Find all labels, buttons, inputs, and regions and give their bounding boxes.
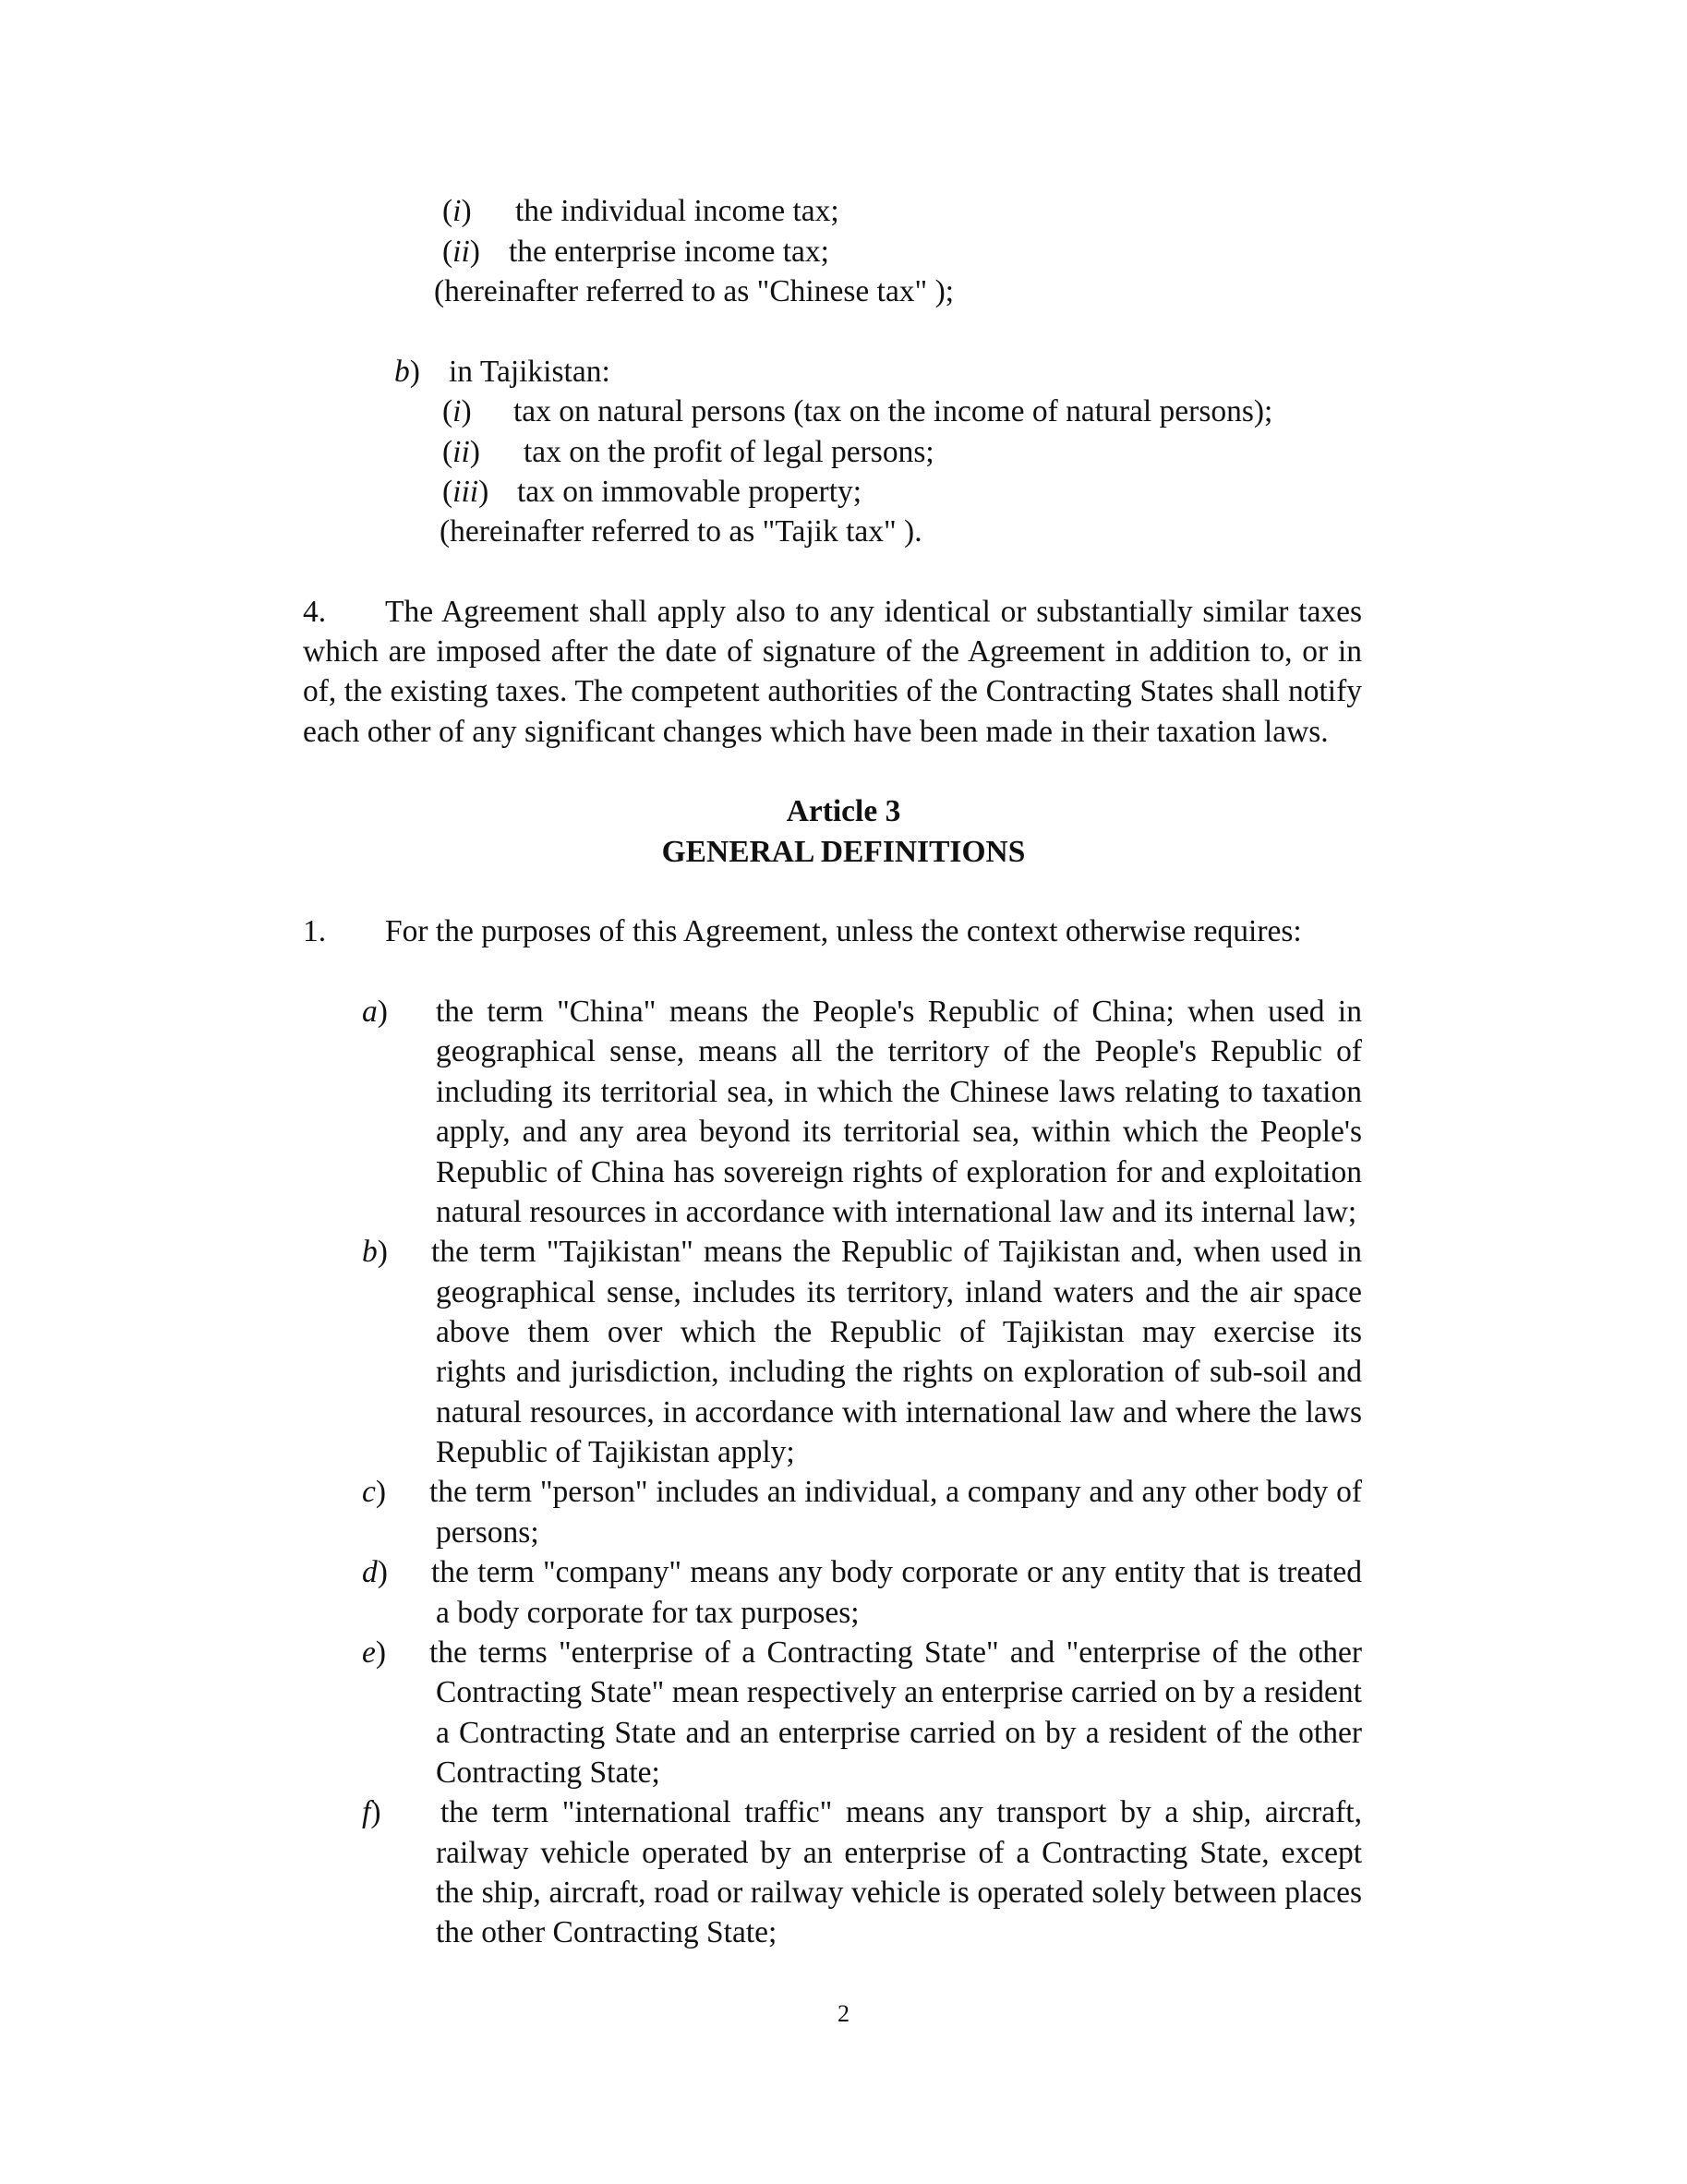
- definition-line: geographical sense, includes its territory, inland waters and the air space: [436, 1275, 1362, 1309]
- definition-line: the other Contracting State;: [436, 1915, 777, 1949]
- list-item-marker: e): [362, 1635, 387, 1670]
- definition-line: geographical sense, means all the territory of the People's Republic of: [436, 1034, 1362, 1068]
- list-item-marker: (i): [442, 194, 472, 228]
- paragraph-line: each other of any significant changes which have been made in their taxation laws.: [303, 715, 1329, 749]
- list-item-marker: f): [362, 1795, 381, 1829]
- definition-line: above them over which the Republic of Tajikistan may exercise its: [436, 1315, 1362, 1349]
- list-item-marker: b): [394, 355, 420, 389]
- definition-line: apply, and any area beyond its territorial sea, within which the People's: [436, 1115, 1362, 1149]
- definition-line: the term "China" means the People's Republic of China; when used in: [436, 995, 1362, 1029]
- list-item-marker: (i): [442, 394, 472, 428]
- page-number: 2: [837, 2000, 850, 2027]
- definition-line: Contracting State;: [436, 1756, 660, 1790]
- list-item-text: tax on natural persons (tax on the income of natural persons);: [513, 394, 1273, 428]
- list-item-marker: (ii): [442, 435, 480, 469]
- definition-line: the term "Tajikistan" means the Republic of Tajikistan and, when used in: [431, 1235, 1362, 1269]
- definition-line: railway vehicle operated by an enterprise of a Contracting State, except: [436, 1836, 1362, 1870]
- paragraph-number: 1.: [303, 914, 327, 948]
- definition-line: including its territorial sea, in which the Chinese laws relating to taxation: [436, 1075, 1362, 1109]
- definition-line: a body corporate for tax purposes;: [436, 1596, 860, 1630]
- list-item-text: tax on immovable property;: [517, 475, 862, 509]
- hereinafter-chinese-tax: (hereinafter referred to as "Chinese tax" );: [434, 274, 955, 308]
- article-title: Article 3: [786, 794, 901, 828]
- hereinafter-tajik-tax: (hereinafter referred to as "Tajik tax" ).: [440, 514, 922, 549]
- definition-line: the terms "enterprise of a Contracting State" and "enterprise of the other: [429, 1635, 1362, 1670]
- article-subtitle: GENERAL DEFINITIONS: [661, 835, 1026, 869]
- definition-line: the term "international traffic" means any transport by a ship, aircraft,: [440, 1795, 1362, 1829]
- definition-line: the term "person" includes an individual, a company and any other body of: [429, 1475, 1362, 1509]
- definition-line: natural resources in accordance with international law and its internal law;: [436, 1195, 1357, 1229]
- paragraph-line: of, the existing taxes. The competent authorities of the Contracting States shall notify: [303, 674, 1362, 708]
- list-item-text: tax on the profit of legal persons;: [524, 435, 934, 469]
- definition-line: the ship, aircraft, road or railway vehicle is operated solely between places: [436, 1876, 1362, 1910]
- definition-line: Contracting State" mean respectively an enterprise carried on by a resident: [436, 1675, 1362, 1709]
- list-item-marker: (iii): [442, 475, 489, 509]
- list-item-marker: a): [362, 995, 388, 1029]
- definition-line: persons;: [436, 1515, 539, 1550]
- list-item-marker: b): [362, 1235, 388, 1269]
- definition-line: natural resources, in accordance with international law and where the laws: [436, 1395, 1362, 1430]
- paragraph-line: The Agreement shall apply also to any identical or substantially similar taxes: [385, 595, 1362, 629]
- definition-line: Republic of China has sovereign rights of exploration for and exploitation: [436, 1155, 1362, 1189]
- definition-line: a Contracting State and an enterprise carried on by a resident of the other: [436, 1716, 1362, 1750]
- definition-line: rights and jurisdiction, including the rights on exploration of sub-soil and: [436, 1355, 1362, 1389]
- list-item-text: the individual income tax;: [515, 194, 839, 228]
- list-item-marker: (ii): [442, 235, 480, 269]
- paragraph-number: 4.: [303, 595, 327, 629]
- list-heading: in Tajikistan:: [449, 355, 610, 389]
- paragraph-intro: For the purposes of this Agreement, unless the context otherwise requires:: [385, 914, 1302, 948]
- definition-line: the term "company" means any body corporate or any entity that is treated: [431, 1555, 1362, 1589]
- list-item-marker: d): [362, 1555, 388, 1589]
- list-item-text: the enterprise income tax;: [509, 235, 829, 269]
- paragraph-line: which are imposed after the date of signature of the Agreement in addition to, or in: [303, 634, 1362, 669]
- definition-line: Republic of Tajikistan apply;: [436, 1435, 795, 1469]
- list-item-marker: c): [362, 1475, 387, 1509]
